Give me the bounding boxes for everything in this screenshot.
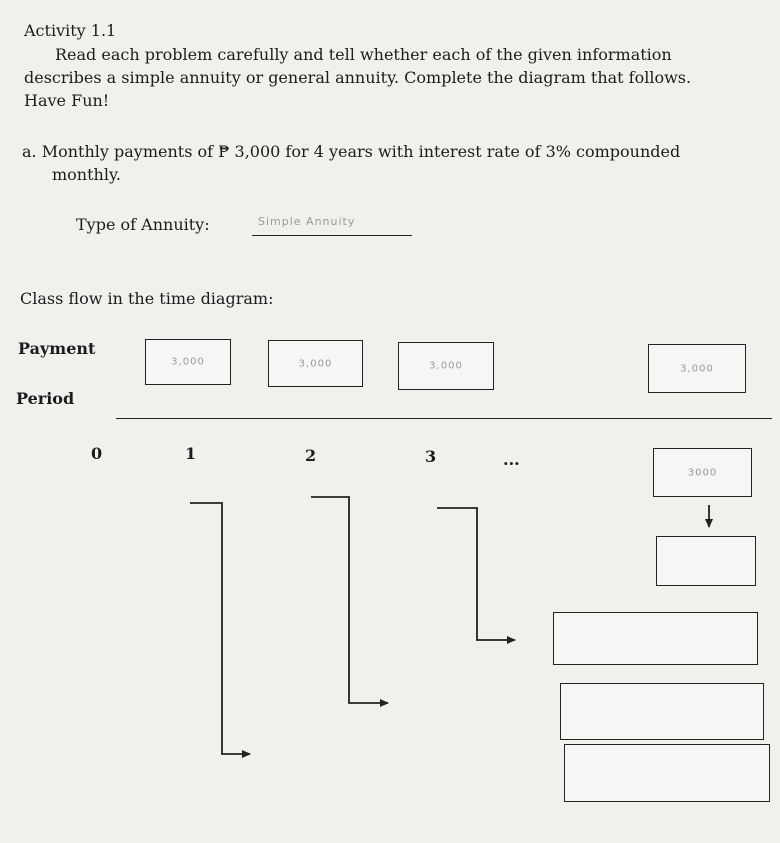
- time-diagram-heading: Class flow in the time diagram:: [20, 289, 274, 308]
- payment-box-3-value: 3,000: [429, 360, 463, 372]
- flow-arrow-period-3: [437, 508, 515, 640]
- payment-box-1-value: 3,000: [171, 356, 205, 368]
- period-0: 0: [91, 444, 103, 463]
- annuity-type-answer: Simple Annuity: [258, 215, 356, 228]
- activity-heading: Activity 1.1: [24, 21, 117, 40]
- period-2: 2: [305, 446, 317, 465]
- period-ellipsis: ...: [503, 450, 520, 469]
- flow-arrow-period-2: [311, 497, 388, 703]
- problem-item-line-1: a. Monthly payments of ₱ 3,000 for 4 years with interest rate of 3% compounded: [22, 142, 681, 161]
- problem-item-line-2: monthly.: [52, 165, 121, 184]
- period-1: 1: [185, 444, 197, 463]
- final-payment-box-value: 3000: [687, 467, 718, 478]
- instructions-line-3: Have Fun!: [24, 91, 110, 110]
- flow-arrow-period-1: [190, 503, 250, 754]
- instructions-line-2: describes a simple annuity or general annuity. Complete the diagram that follows.: [24, 68, 692, 87]
- payment-row-label: Payment: [18, 339, 96, 358]
- instructions-line-1: Read each problem carefully and tell whether each of the given information: [55, 45, 672, 64]
- annuity-type-label: Type of Annuity:: [76, 215, 210, 234]
- period-row-label: Period: [16, 389, 75, 408]
- period-3: 3: [425, 447, 437, 466]
- payment-box-2-value: 3,000: [298, 358, 333, 369]
- payment-box-n-value: 3,000: [680, 363, 714, 374]
